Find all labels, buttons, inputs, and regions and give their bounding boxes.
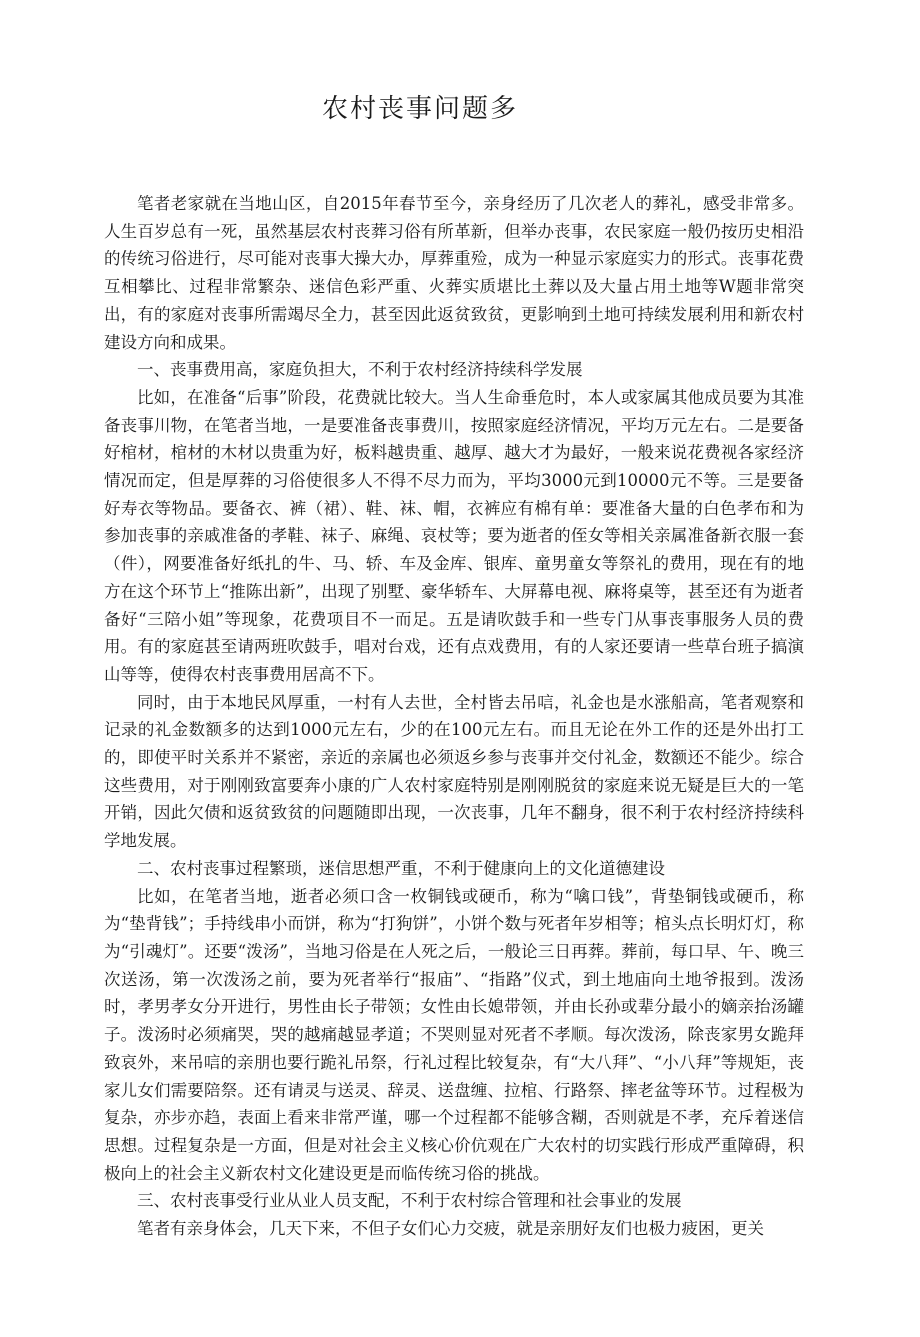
body-paragraph: 比如，在准备“后事”阶段，花费就比较大。当人生命垂危时，本人或家属其他成员要为其准备丧事川物，在笔者当地，一是要准备丧事费川，按照家庭经济情况，平均万元左右。二是要备好棺材，棺材的木材以贵重为好，板料越贵重、越厚、越大才为最好，一般来说花费视各家经济情况而定，但是厚葬的习俗使很多人不得不尽力而为，平均3000元到10000元不等。三是要备好寿衣等物品。要备衣、裤（裙）、鞋、袜、帽，衣裤应有棉有单：要准备大量的白色孝布和为参加丧事的亲戚准备的孝鞋、袜子、麻绳、哀杖等；要为逝者的侄女等相关亲属准备新衣服一套（件），网要准备好纸扎的牛、马、轿、车及金库、银库、童男童女等祭礼的费用，现在有的地方在这个环节上“推陈出新”，出现了别墅、豪华轿车、大屏幕电视、麻将桌等，甚至还有为逝者备好“三陪小姐”等现象，花费项目不一而足。五是请吹鼓手和一些专门从事丧事服务人员的费用。有的家庭甚至请两班吹鼓手，唱对台戏，还有点戏费用，有的人家还要请一些草台班子搞演山等等，使得农村丧事费用居高不下。 bbox=[104, 387, 804, 684]
body-paragraph: 同时，由于本地民风厚重，一村有人去世，全村皆去吊唁，礼金也是水涨船高，笔者观察和记录的礼金数额多的达到1000元左右，少的在100元左右。而且无论在外工作的还是外出打工的，即使平时关系并不紧密，亲近的亲属也必须返乡参与丧事并交付礼金，数额还不能少。综合这些费用，对于刚刚致富要奔小康的广人农村家庭特别是刚刚脱贫的家庭来说无疑是巨大的一笔开销，因此欠债和返贫致贫的问题随即出现，一次丧事，几年不翻身，很不利于农村经济持续科学地发展。 bbox=[104, 692, 804, 851]
document-title: 农村丧事问题多 bbox=[321, 94, 518, 124]
body-paragraph: 笔者有亲身体会，几天下来，不但子女们心力交疲，就是亲朋好友们也极力疲困，更关 bbox=[137, 1219, 764, 1239]
section-heading-3: 三、农村丧事受行业从业人员支配，不利于农村综合管理和社会事业的发展 bbox=[137, 1191, 682, 1211]
section-heading-1: 一、丧事费用高，家庭负担大，不利于农村经济持续科学发展 bbox=[137, 360, 583, 380]
body-paragraph: 比如，在笔者当地，逝者必须口含一枚铜钱或硬币，称为“噙口钱”，背垫铜钱或硬币，称为“垫背钱”；手持线串小而饼，称为“打狗饼”，小饼个数与死者年岁相等；棺头点长明灯灯，称为“引魂灯”。还要“泼汤”，当地习俗是在人死之后，一般论三日再葬。葬前，每口早、午、晚三次送汤，第一次泼汤之前，要为死者举行“报庙”、“指路”仪式，到土地庙向土地爷报到。泼汤时，孝男孝女分开进行，男性由长子带领；女性由长媳带领，并由长孙或辈分最小的嫡亲抬汤罐子。泼汤时必须痛哭，哭的越痛越显孝道；不哭则显对死者不孝顺。每次泼汤，除丧家男女跪拜致哀外，来吊唁的亲朋也要行跪礼吊祭，行礼过程比较复杂，有“大八拜”、“小八拜”等规矩，丧家儿女们需要陪祭。还有请灵与送灵、辞灵、送盘缠、拉棺、行路祭、摔老盆等环节。过程极为复杂，亦步亦趋，表面上看来非常严谨，哪一个过程都不能够含糊，否则就是不孝，充斥着迷信思想。过程复杂是一方面，但是对社会主义核心价伉观在广大农村的切实践行形成严重障碍，积极向上的社会主义新农村文化建设更是而临传统习俗的挑战。 bbox=[104, 886, 804, 1183]
intro-paragraph: 笔者老家就在当地山区，自2015年春节至今，亲身经历了几次老人的葬礼，感受非常多。人生百岁总有一死，虽然基层农村丧葬习俗有所革新，但举办丧事，农民家庭一般仍按历史相沿的传统习俗进行，尽可能对丧事大操大办，厚葬重殓，成为一种显示家庭实力的形式。丧事花费互相攀比、过程非常繁杂、迷信色彩严重、火葬实质堪比土葬以及大量占用土地等W题非常突出，有的家庭对丧事所需竭尽全力，甚至因此返贫致贫，更影响到土地可持续发展利用和新农村建设方向和成果。 bbox=[104, 194, 804, 352]
document-body bbox=[104, 190, 804, 1243]
section-heading-2: 二、农村丧事过程繁琐，迷信思想严重，不利于健康向上的文化道德建设 bbox=[137, 858, 665, 878]
